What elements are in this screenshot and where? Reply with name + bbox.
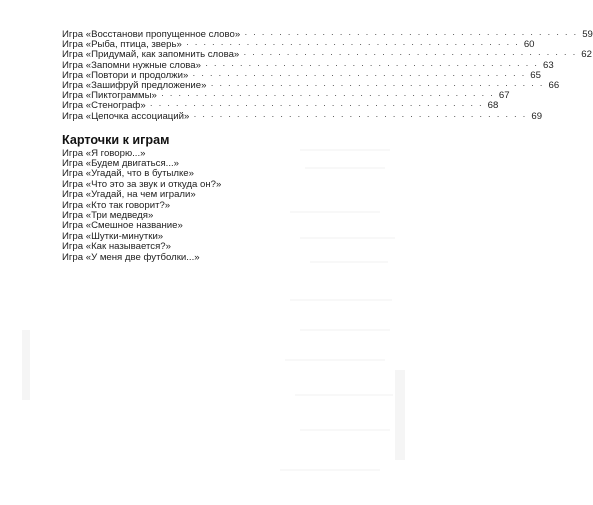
cards-list <box>62 149 399 263</box>
toc-entry-title: Игра «Зашифруй предложение» <box>62 79 207 91</box>
toc-entry-page: 60 <box>523 39 535 51</box>
toc-entry-title: Игра «Придумай, как запомнить слова» <box>62 49 240 61</box>
toc-entry-title: Игра «Запомни нужные слова» <box>62 59 201 71</box>
card-list-item[interactable]: Игра «Я говорю...» <box>62 147 146 159</box>
cards-section-heading: Карточки к играм <box>62 132 170 147</box>
toc-entry-title: Игра «Повтори и продолжи» <box>62 69 189 81</box>
toc-entry-page: 68 <box>487 100 499 112</box>
toc-entry-page: 59 <box>582 29 593 40</box>
dot-leader: · · · · · · · · · · · · · · · · · · · · · · · · · · · · · · · · · · · · · · · <box>160 90 495 102</box>
toc-entry-title: Игра «Цепочка ассоциаций» <box>62 110 190 122</box>
card-list-item[interactable]: Игра «У меня две футболки...» <box>62 251 200 263</box>
dot-leader: · · · · · · · · · · · · · · · · · · · · · · · · · · · · · · · · · · · · · · · <box>193 110 528 122</box>
toc-entry-title: Игра «Пиктограммы» <box>62 90 157 102</box>
toc-entry-page: 65 <box>530 69 541 81</box>
toc-entry[interactable] <box>62 100 499 112</box>
card-list-item[interactable]: Игра «Кто так говорит?» <box>62 199 171 211</box>
card-list-item[interactable]: Игра «Будем двигаться...» <box>62 158 180 170</box>
card-list-item[interactable]: Игра «Три медведя» <box>62 210 154 222</box>
dot-leader: · · · · · · · · · · · · · · · · · · · · · · · · · · · · · · · · · · · · · · · <box>149 100 484 112</box>
dot-leader: · · · · · · · · · · · · · · · · · · · · · · · · · · · · · · · · · · · · · · · <box>204 59 539 71</box>
card-list-item[interactable]: Игра «Что это за звук и откуда он?» <box>62 178 222 190</box>
toc-entry-page: 62 <box>581 49 592 61</box>
card-list-item[interactable]: Игра «Шутки-минутки» <box>62 230 164 242</box>
card-list-item[interactable]: Игра «Угадай, на чем играли» <box>62 189 196 201</box>
dot-leader: · · · · · · · · · · · · · · · · · · · · · · · · · · · · · · · · · · · · · · · <box>192 69 526 81</box>
card-list-item[interactable]: Игра «Как называется?» <box>62 241 171 253</box>
toc-entry-title: Игра «Стенограф» <box>62 100 146 112</box>
card-list-item[interactable]: Игра «Смешное название» <box>62 220 183 232</box>
card-list-item[interactable]: Игра «Угадай, что в бутылке» <box>62 168 194 180</box>
toc-entry-title: Игра «Восстанови пропущенное слово» <box>62 29 241 40</box>
dot-leader: · · · · · · · · · · · · · · · · · · · · · · · · · · · · · · · · · · · · · · · <box>243 49 577 61</box>
dot-leader: · · · · · · · · · · · · · · · · · · · · · · · · · · · · · · · · · · · · · · · <box>244 29 578 40</box>
toc-entry-page: 69 <box>531 110 543 122</box>
toc-entry-page: 66 <box>548 79 560 91</box>
toc-entry-page: 67 <box>498 90 510 102</box>
dot-leader: · · · · · · · · · · · · · · · · · · · · · · · · · · · · · · · · · · · · · · · <box>210 79 545 91</box>
toc-list <box>62 29 593 122</box>
dot-leader: · · · · · · · · · · · · · · · · · · · · · · · · · · · · · · · · · · · · · · · <box>185 39 520 51</box>
toc-entry-page: 63 <box>542 59 554 71</box>
contents-page <box>62 29 593 263</box>
toc-entry[interactable] <box>62 110 543 122</box>
toc-entry-title: Игра «Рыба, птица, зверь» <box>62 39 182 51</box>
